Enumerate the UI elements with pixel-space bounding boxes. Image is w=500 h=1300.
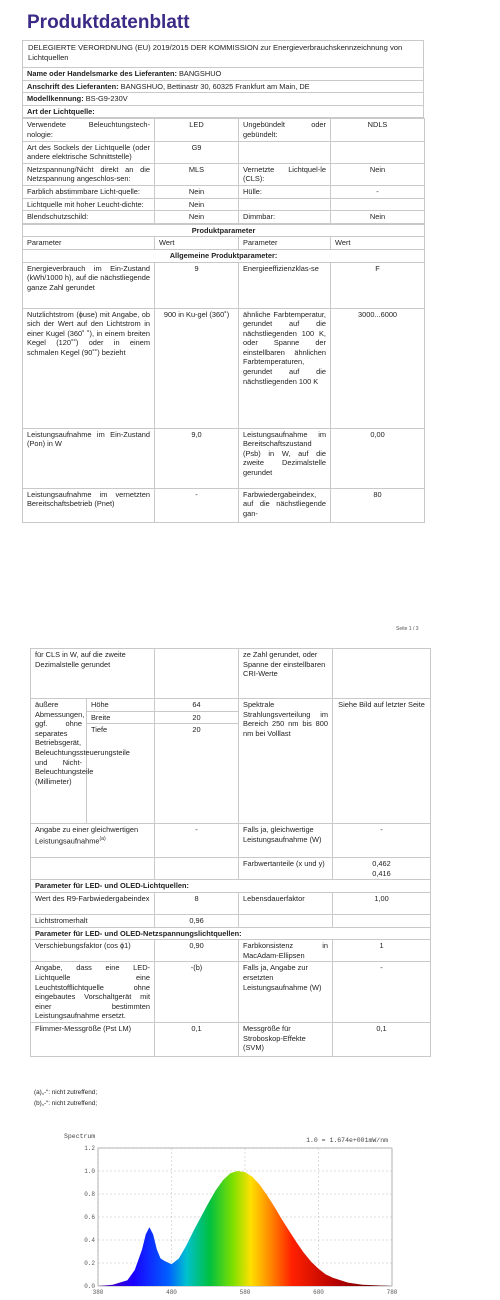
pnet-value: - [155,488,239,522]
type-value: G9 [155,141,239,163]
col-header-param-2: Parameter [239,237,331,250]
chroma-label: Farbwertanteile (x und y) [239,858,333,880]
cri-label-continued: ze Zahl gerundet, oder Spanne der einstellbaren CRI-Werte [239,649,333,699]
type-label: Netzspannung/Nicht direkt an die Netzspannung angeschlos-sen: [23,163,155,185]
spectral-value: Siehe Bild auf letzter Seite [333,699,431,824]
chart-title: Spectrum [64,1133,96,1140]
chroma-empty-value [155,858,239,880]
retrofit2-value: - [333,962,431,1023]
r9-label: Wert des R9-Farbwiedergabeindex [31,892,155,914]
flux-label: Nutzlichtstrom (ϕuse) mit Angabe, ob sich der Wert auf den Lichtstrom in einer Kugel (360˚ ˚), in einem breiten Kegel (120˚˚) oder in einem schmalen Kegel (90˚˚) bezieht [23,308,155,428]
svm-value: 0,1 [333,1022,431,1056]
height-label: Höhe [87,699,155,712]
ee-class-value: F [331,262,425,308]
type-row [23,163,425,185]
type-row [23,198,425,211]
svm-label: Messgröße für Stroboskop-Effekte (SVM) [239,1022,333,1056]
pnet-label-continued: für CLS in W, auf die zweite Dezimalstelle gerundet [31,649,155,699]
type-row [23,141,425,163]
cct-value: 3000...6000 [331,308,425,428]
type-value-2: - [331,185,425,198]
type-value-2: NDLS [331,119,425,141]
light-source-type-heading: Art der Lichtquelle: [23,105,424,118]
type-label-2: Vernetzte Lichtquel-le (CLS): [239,163,331,185]
y-tick-label: 0.8 [84,1191,95,1198]
type-value: Nein [155,211,239,224]
depth-value: 20 [155,724,239,824]
cct-label: ähnliche Farbtemperatur, gerundet auf die nächstliegenden 100 K, oder Spanne der einstellbaren ähnlichen Farbtemperaturen, gerundet auf die nächstliegenden 100 K [239,308,331,428]
mains-params-title: Parameter für LED- und OLED-Netzspannungslichtquellen: [31,927,431,940]
macadam-label: Farbkonsistenz in MacAdam-Ellipsen [239,940,333,962]
header-table [22,40,424,118]
type-label: Lichtquelle mit hoher Leucht-dichte: [23,198,155,211]
macadam-value: 1 [333,940,431,962]
chroma-y: 0,416 [372,868,391,878]
pnet-label: Leistungsaufnahme im vernetzten Bereitschaftsbetrieb (Pnet) [23,488,155,522]
type-label: Art des Sockels der Lichtquelle (oder andere elektrische Schnittstelle) [23,141,155,163]
flicker-value: 0,1 [155,1022,239,1056]
footnotes [34,1087,97,1109]
product-params-table [22,224,425,523]
height-value: 64 [155,699,239,712]
type-value-2: Nein [331,163,425,185]
product-params-title: Produktparameter [23,224,425,237]
type-table [22,118,425,223]
footnote-a: (a)„-“: nicht zutreffend; [34,1089,98,1096]
page-title: Produktdatenblatt [27,12,190,33]
type-value: LED [155,119,239,141]
spectral-label: Spektrale Strahlungsverteilung im Bereich 250 nm bis 800 nm bei Volllast [239,699,333,824]
general-params-title: Allgemeine Produktparameter: [23,249,425,262]
model-row [23,93,424,106]
type-label-2 [239,198,331,211]
spectrum-chart [62,1130,400,1298]
pon-label: Leistungsaufnahme im Ein-Zustand (Pon) in W [23,428,155,488]
supplier-address-row [23,80,424,93]
depth-label: Tiefe [87,724,155,824]
supplier-name-label: Name oder Handelsmarke des Lieferanten: [27,69,177,78]
r9-value: 8 [155,892,239,914]
cri-label: Farbwiedergabeindex, auf die nächstliegende gan- [239,488,331,522]
page-footer: Seite 1 / 3 [396,626,419,632]
flux-maintenance-value: 0,96 [155,914,239,927]
params-table-continued [30,648,431,1057]
regulation-text: DELEGIERTE VERORDNUNG (EU) 2019/2015 DER KOMMISSION zur Energieverbrauchskennzeichnung von Lichtquellen [23,41,424,68]
flux-maintenance-empty-2 [333,914,431,927]
type-value: Nein [155,185,239,198]
y-tick-label: 1.2 [84,1145,95,1152]
type-value-2: Nein [331,211,425,224]
cri-value-continued [333,649,431,699]
width-label: Breite [87,711,155,724]
equiv-footnote-ref: (a) [99,835,106,842]
chroma-x: 0,462 [372,859,391,869]
supplier-name: BANGSHUO [178,69,222,78]
power-factor-label: Verschiebungsfaktor (cos ϕ1) [31,940,155,962]
flux-value: 900 in Ku-gel (360˚) [155,308,239,428]
energy-label: Energieverbrauch im Ein-Zustand (kWh/1000 h), auf die nächstliegende ganze Zahl gerundet [23,262,155,308]
supplier-address-label: Anschrift des Lieferanten: [27,81,119,91]
type-label-2: Hülle: [239,185,331,198]
led-params-title: Parameter für LED- und OLED-Lichtquellen: [31,880,431,893]
supplier-address: BANGSHUO, Bettinastr 30, 60325 Frankfurt am Main, DE [120,81,310,91]
equiv-value: - [155,824,239,858]
model-label: Modellkennung: [27,94,84,104]
model-id: BS-G9-230V [85,94,128,104]
col-header-value: Wert [155,237,239,250]
chart-annotation: 1.0 = 1.674e+001mW/nm [306,1137,388,1144]
chroma-values [333,858,431,880]
type-row [23,211,425,224]
ee-class-label: Energieeffizienzklas-se [239,262,331,308]
dimensions-label: äußere Abmessungen, ggf. ohne separates Betriebsgerät, Beleuchtungssteuerungsteile und Nicht-Beleuchtungsteile (Millimeter) [31,699,87,824]
width-value: 20 [155,711,239,724]
type-value-2 [331,198,425,211]
x-tick-label: 780 [386,1289,398,1296]
type-value-2 [331,141,425,163]
type-row [23,185,425,198]
x-tick-label: 480 [166,1289,177,1296]
y-tick-label: 0.2 [84,1260,95,1267]
equiv-label-text: Angabe zu einer gleichwertigen Leistungsaufnahme [35,825,139,846]
type-value: Nein [155,198,239,211]
power-factor-value: 0,90 [155,940,239,962]
equiv2-value: - [333,824,431,858]
type-value: MLS [155,163,239,185]
x-tick-label: 380 [92,1289,104,1296]
retrofit2-label: Falls ja, Angabe zur ersetzten Leistungsaufnahme (W) [239,962,333,1023]
cri-value: 80 [331,488,425,522]
y-tick-label: 1.0 [84,1168,95,1175]
page-2 [30,648,430,1057]
energy-value: 9 [155,262,239,308]
type-row [23,119,425,141]
type-label-2: Dimmbar: [239,211,331,224]
lifetime-label: Lebensdauerfaktor [239,892,333,914]
pnet-value-continued [155,649,239,699]
y-tick-label: 0.4 [84,1237,95,1244]
type-label: Verwendete Beleuchtungstech-nologie: [23,119,155,141]
type-label: Blendschutzschild: [23,211,155,224]
flux-maintenance-label: Lichtstromerhalt [31,914,155,927]
supplier-name-row [23,68,424,81]
psb-label: Leistungsaufnahme im Bereitschaftszustand (Psb) in W, auf die zweite Dezimalstelle gerundet [239,428,331,488]
x-tick-label: 680 [313,1289,324,1296]
col-header-param: Parameter [23,237,155,250]
page-1 [22,8,424,523]
pon-value: 9,0 [155,428,239,488]
y-tick-label: 0.0 [84,1283,95,1290]
footnote-b: (b)„-“: nicht zutreffend; [34,1100,98,1107]
chroma-empty-label [31,858,155,880]
x-tick-label: 580 [239,1289,251,1296]
retrofit-value: -(b) [155,962,239,1023]
y-tick-label: 0.6 [84,1214,95,1221]
retrofit-label: Angabe, dass eine LED-Lichtquelle eine Leuchtstofflichtquelle ohne eingebautes Vorschaltgerät mit einer bestimmten Leistungsaufnahme ersetzt. [31,962,155,1023]
flicker-label: Flimmer-Messgröße (Pst LM) [31,1022,155,1056]
type-label-2: Ungebündelt oder gebündelt: [239,119,331,141]
psb-value: 0,00 [331,428,425,488]
type-label: Farblich abstimmbare Licht-quelle: [23,185,155,198]
lifetime-value: 1,00 [333,892,431,914]
equiv-label [31,824,155,858]
type-label-2 [239,141,331,163]
flux-maintenance-empty-1 [239,914,333,927]
col-header-value-2: Wert [331,237,425,250]
equiv2-label: Falls ja, gleichwertige Leistungsaufnahme (W) [239,824,333,858]
